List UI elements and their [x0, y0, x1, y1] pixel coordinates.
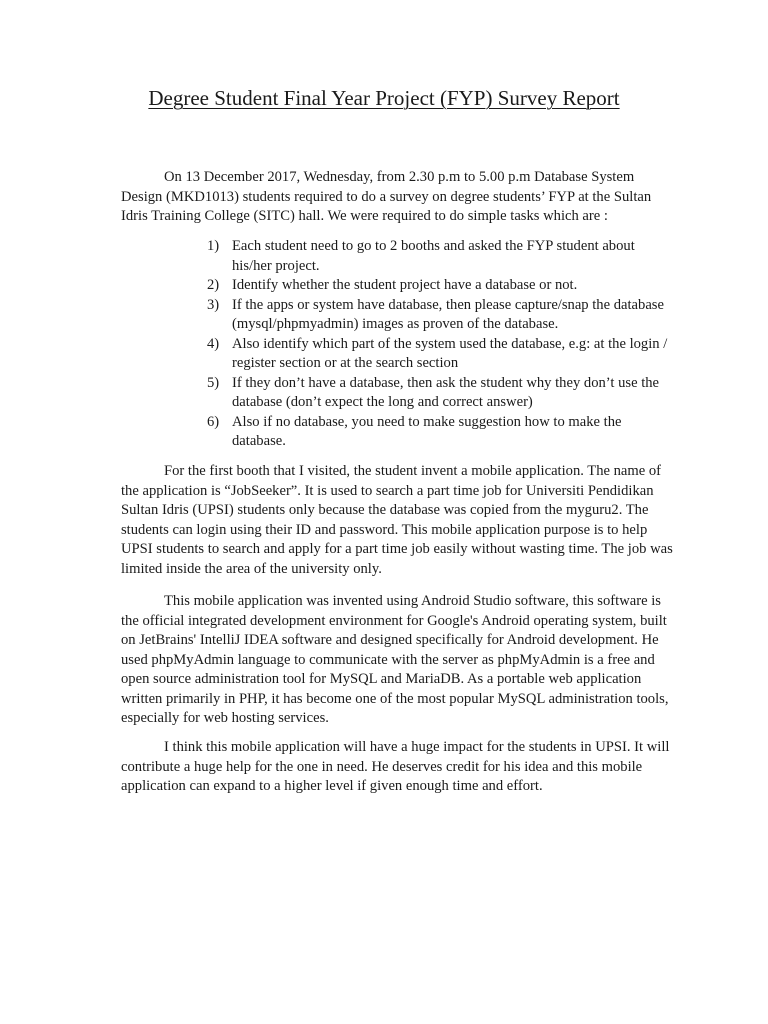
- list-text: Also identify which part of the system used the database, e.g: at the login / register section or at the search section: [232, 335, 668, 371]
- list-number: 6): [207, 413, 220, 430]
- tech-paragraph: [121, 592, 673, 729]
- list-item: [207, 276, 673, 296]
- list-item: [207, 335, 673, 374]
- list-text: Each student need to go to 2 booths and asked the FYP student about his/her project.: [232, 238, 635, 274]
- list-number: 4): [207, 335, 220, 352]
- list-text: If the apps or system have database, then please capture/snap the database (mysql/phpmyadmin) images as proven of the database.: [232, 296, 664, 332]
- list-item: [207, 374, 673, 413]
- task-list: [207, 237, 673, 452]
- list-number: 3): [207, 296, 220, 313]
- opinion-paragraph: [121, 738, 673, 797]
- list-item: [207, 237, 673, 276]
- intro-paragraph: [121, 168, 673, 227]
- opinion-text: I think this mobile application will have a huge impact for the students in UPSI. It will contribute a huge help for the one in need. He deserves credit for his idea and this mobile application can expand to a higher level if given enough time and effort.: [121, 739, 670, 794]
- list-text: Identify whether the student project have a database or not.: [232, 277, 578, 293]
- list-text: If they don’t have a database, then ask the student why they don’t use the database (don’t expect the long and correct answer): [232, 374, 660, 410]
- list-number: 1): [207, 238, 220, 254]
- intro-text: On 13 December 2017, Wednesday, from 2.30 p.m to 5.00 p.m Database System Design (MKD1013) students required to do a survey on degree students’ FYP at the Sultan Idris Training College (SITC) hall. We were required to do simple tasks which are :: [121, 169, 652, 224]
- list-number: 5): [207, 374, 220, 391]
- list-item: [207, 413, 673, 452]
- tech-text: This mobile application was invented using Android Studio software, this software is the official integrated development environment for Google's Android operating system, built on JetBrains' IntelliJ IDEA software and designed specifically for Android development. He used phpMyAdmin language to communicate with the server as phpMyAdmin is a free and open source administration tool for MySQL and MariaDB. As a portable web application written primarily in PHP, it has become one of the most popular MySQL administration tools, especially for web hosting services.: [121, 593, 669, 726]
- list-text: Also if no database, you need to make suggestion how to make the database.: [232, 413, 622, 449]
- booth-paragraph: [121, 462, 673, 579]
- list-number: 2): [207, 277, 220, 293]
- document-title: Degree Student Final Year Project (FYP) Survey Report: [148, 86, 620, 110]
- list-item: [207, 296, 673, 335]
- booth-text: For the first booth that I visited, the student invent a mobile application. The name of the application is “JobSeeker”. It is used to search a part time job for Universiti Pendidikan Sultan Idris (UPSI) students only because the database was copied from the myguru2. The students can login using their ID and password. This mobile application purpose is to help UPSI students to search and apply for a part time job easily without wasting time. The job was limited inside the area of the university only.: [121, 463, 673, 577]
